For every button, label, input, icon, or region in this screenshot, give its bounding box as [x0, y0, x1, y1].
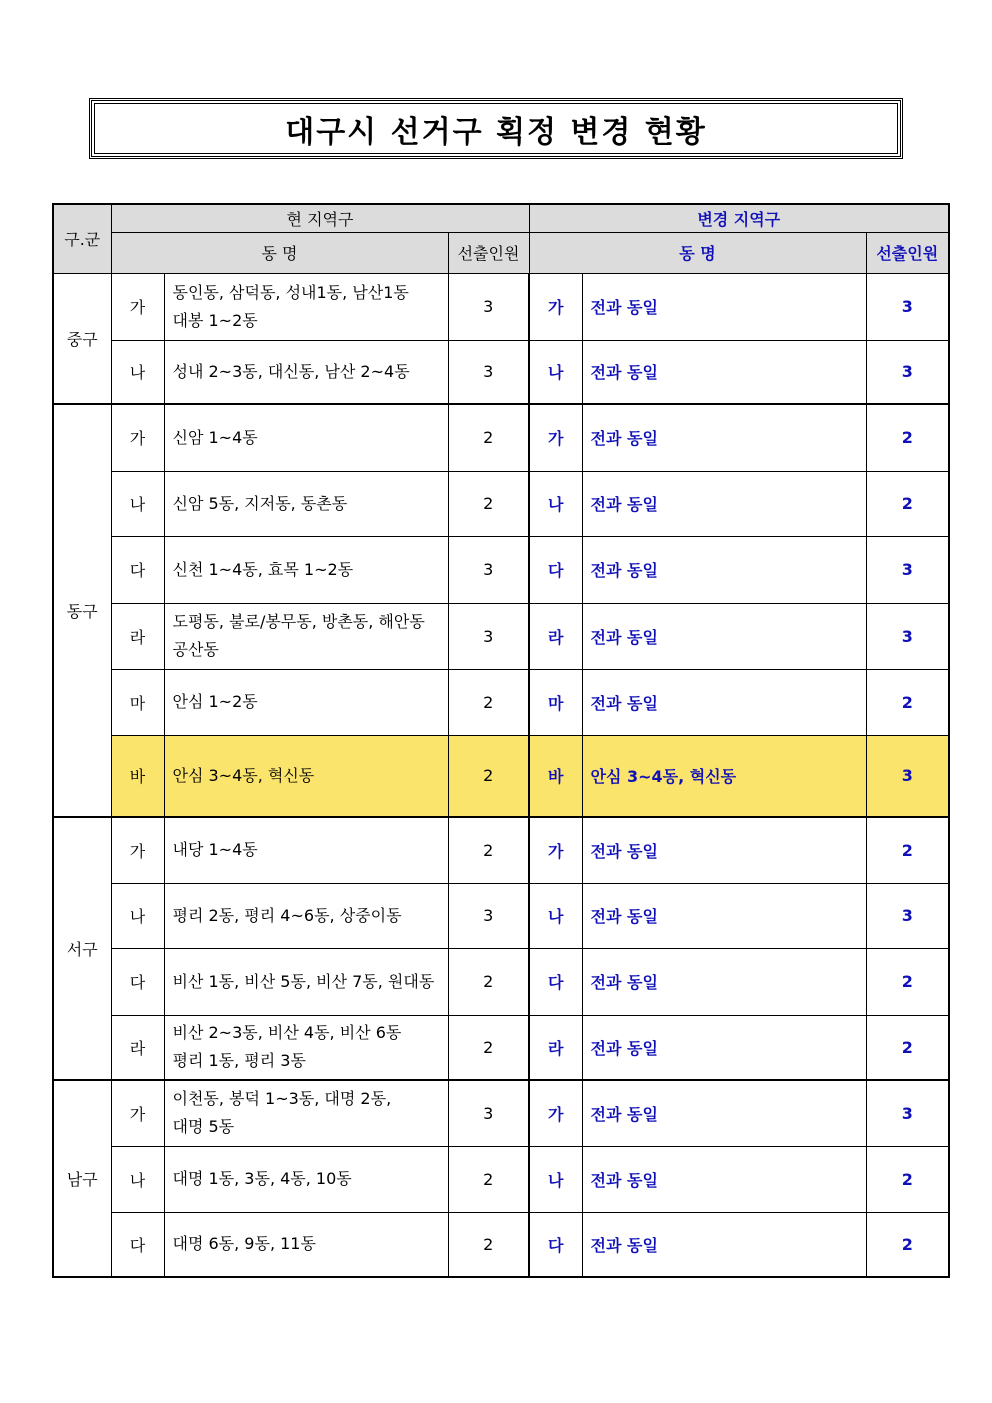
table-row	[53, 948, 949, 1015]
header-gugun: 구.군	[53, 204, 111, 273]
table-row	[53, 404, 949, 471]
new-dong-names: 전과 동일	[582, 1212, 866, 1277]
dong-names: 평리 2동, 평리 4~6동, 상중이동	[164, 883, 448, 948]
district-letter: 다	[111, 948, 164, 1015]
district-table	[52, 203, 950, 1278]
dong-names: 이천동, 봉덕 1~3동, 대명 2동, 대명 5동	[164, 1080, 448, 1146]
new-district-letter: 라	[529, 1015, 582, 1080]
dong-names: 비산 1동, 비산 5동, 비산 7동, 원대동	[164, 948, 448, 1015]
table-row	[53, 1015, 949, 1080]
district-letter: 가	[111, 817, 164, 883]
table-row	[53, 1212, 949, 1277]
gu-name: 동구	[53, 404, 111, 817]
new-seats-count: 2	[866, 471, 949, 536]
new-dong-names: 전과 동일	[582, 404, 866, 471]
seats-count: 2	[448, 1146, 529, 1212]
table-row	[53, 735, 949, 817]
district-letter: 바	[111, 735, 164, 817]
table-row	[53, 1080, 949, 1146]
table-row	[53, 471, 949, 536]
table-row	[53, 273, 949, 340]
district-letter: 가	[111, 404, 164, 471]
dong-names: 신암 1~4동	[164, 404, 448, 471]
new-dong-names: 안심 3~4동, 혁신동	[582, 735, 866, 817]
dong-names: 대명 1동, 3동, 4동, 10동	[164, 1146, 448, 1212]
dong-names: 동인동, 삼덕동, 성내1동, 남산1동 대봉 1~2동	[164, 273, 448, 340]
new-seats-count: 3	[866, 536, 949, 603]
table-row	[53, 340, 949, 404]
gu-name: 남구	[53, 1080, 111, 1277]
seats-count: 3	[448, 603, 529, 669]
district-letter: 가	[111, 273, 164, 340]
new-district-letter: 가	[529, 1080, 582, 1146]
gu-name: 서구	[53, 817, 111, 1080]
new-district-letter: 가	[529, 404, 582, 471]
dong-names: 내당 1~4동	[164, 817, 448, 883]
new-district-letter: 나	[529, 1146, 582, 1212]
header-dong: 동 명	[111, 232, 448, 273]
table-row	[53, 536, 949, 603]
new-dong-names: 전과 동일	[582, 817, 866, 883]
dong-names: 신암 5동, 지저동, 동촌동	[164, 471, 448, 536]
header-seats: 선출인원	[448, 232, 529, 273]
dong-names: 신천 1~4동, 효목 1~2동	[164, 536, 448, 603]
table-row	[53, 669, 949, 735]
seats-count: 2	[448, 1015, 529, 1080]
page-title: 대구시 선거구 획정 변경 현황	[285, 114, 707, 150]
district-letter: 라	[111, 1015, 164, 1080]
district-letter: 다	[111, 536, 164, 603]
new-dong-names: 전과 동일	[582, 1015, 866, 1080]
new-dong-names: 전과 동일	[582, 273, 866, 340]
header-dong-changed: 동 명	[529, 232, 866, 273]
new-seats-count: 2	[866, 1212, 949, 1277]
new-dong-names: 전과 동일	[582, 948, 866, 1015]
new-seats-count: 3	[866, 1080, 949, 1146]
dong-names: 대명 6동, 9동, 11동	[164, 1212, 448, 1277]
seats-count: 2	[448, 817, 529, 883]
new-district-letter: 다	[529, 536, 582, 603]
new-seats-count: 2	[866, 404, 949, 471]
new-dong-names: 전과 동일	[582, 471, 866, 536]
seats-count: 3	[448, 340, 529, 404]
seats-count: 3	[448, 273, 529, 340]
dong-names: 안심 3~4동, 혁신동	[164, 735, 448, 817]
seats-count: 2	[448, 1212, 529, 1277]
new-district-letter: 가	[529, 273, 582, 340]
new-dong-names: 전과 동일	[582, 1080, 866, 1146]
title-box	[89, 98, 903, 159]
header-seats-changed: 선출인원	[866, 232, 949, 273]
new-seats-count: 2	[866, 1146, 949, 1212]
new-seats-count: 3	[866, 273, 949, 340]
new-district-letter: 나	[529, 471, 582, 536]
seats-count: 2	[448, 669, 529, 735]
seats-count: 3	[448, 536, 529, 603]
gu-name: 중구	[53, 273, 111, 404]
new-district-letter: 라	[529, 603, 582, 669]
district-letter: 나	[111, 471, 164, 536]
seats-count: 2	[448, 735, 529, 817]
new-dong-names: 전과 동일	[582, 536, 866, 603]
dong-names: 도평동, 불로/봉무동, 방촌동, 해안동 공산동	[164, 603, 448, 669]
district-letter: 마	[111, 669, 164, 735]
district-letter: 라	[111, 603, 164, 669]
table-row	[53, 603, 949, 669]
new-seats-count: 3	[866, 735, 949, 817]
table-body	[53, 273, 949, 1277]
header-changed: 변경 지역구	[529, 204, 949, 232]
new-seats-count: 2	[866, 948, 949, 1015]
seats-count: 2	[448, 948, 529, 1015]
new-district-letter: 가	[529, 817, 582, 883]
new-seats-count: 2	[866, 817, 949, 883]
new-dong-names: 전과 동일	[582, 669, 866, 735]
dong-names: 비산 2~3동, 비산 4동, 비산 6동 평리 1동, 평리 3동	[164, 1015, 448, 1080]
new-seats-count: 3	[866, 883, 949, 948]
table-row	[53, 817, 949, 883]
dong-names: 안심 1~2동	[164, 669, 448, 735]
new-seats-count: 2	[866, 1015, 949, 1080]
new-district-letter: 다	[529, 1212, 582, 1277]
district-letter: 다	[111, 1212, 164, 1277]
seats-count: 2	[448, 404, 529, 471]
new-district-letter: 나	[529, 883, 582, 948]
district-letter: 나	[111, 340, 164, 404]
seats-count: 3	[448, 883, 529, 948]
table-row	[53, 883, 949, 948]
district-letter: 나	[111, 883, 164, 948]
new-seats-count: 2	[866, 669, 949, 735]
new-dong-names: 전과 동일	[582, 1146, 866, 1212]
new-seats-count: 3	[866, 340, 949, 404]
new-district-letter: 마	[529, 669, 582, 735]
district-letter: 나	[111, 1146, 164, 1212]
new-district-letter: 나	[529, 340, 582, 404]
district-letter: 가	[111, 1080, 164, 1146]
seats-count: 3	[448, 1080, 529, 1146]
table-row	[53, 1146, 949, 1212]
new-dong-names: 전과 동일	[582, 340, 866, 404]
new-district-letter: 바	[529, 735, 582, 817]
new-seats-count: 3	[866, 603, 949, 669]
seats-count: 2	[448, 471, 529, 536]
new-dong-names: 전과 동일	[582, 603, 866, 669]
new-dong-names: 전과 동일	[582, 883, 866, 948]
dong-names: 성내 2~3동, 대신동, 남산 2~4동	[164, 340, 448, 404]
header-current: 현 지역구	[111, 204, 529, 232]
new-district-letter: 다	[529, 948, 582, 1015]
